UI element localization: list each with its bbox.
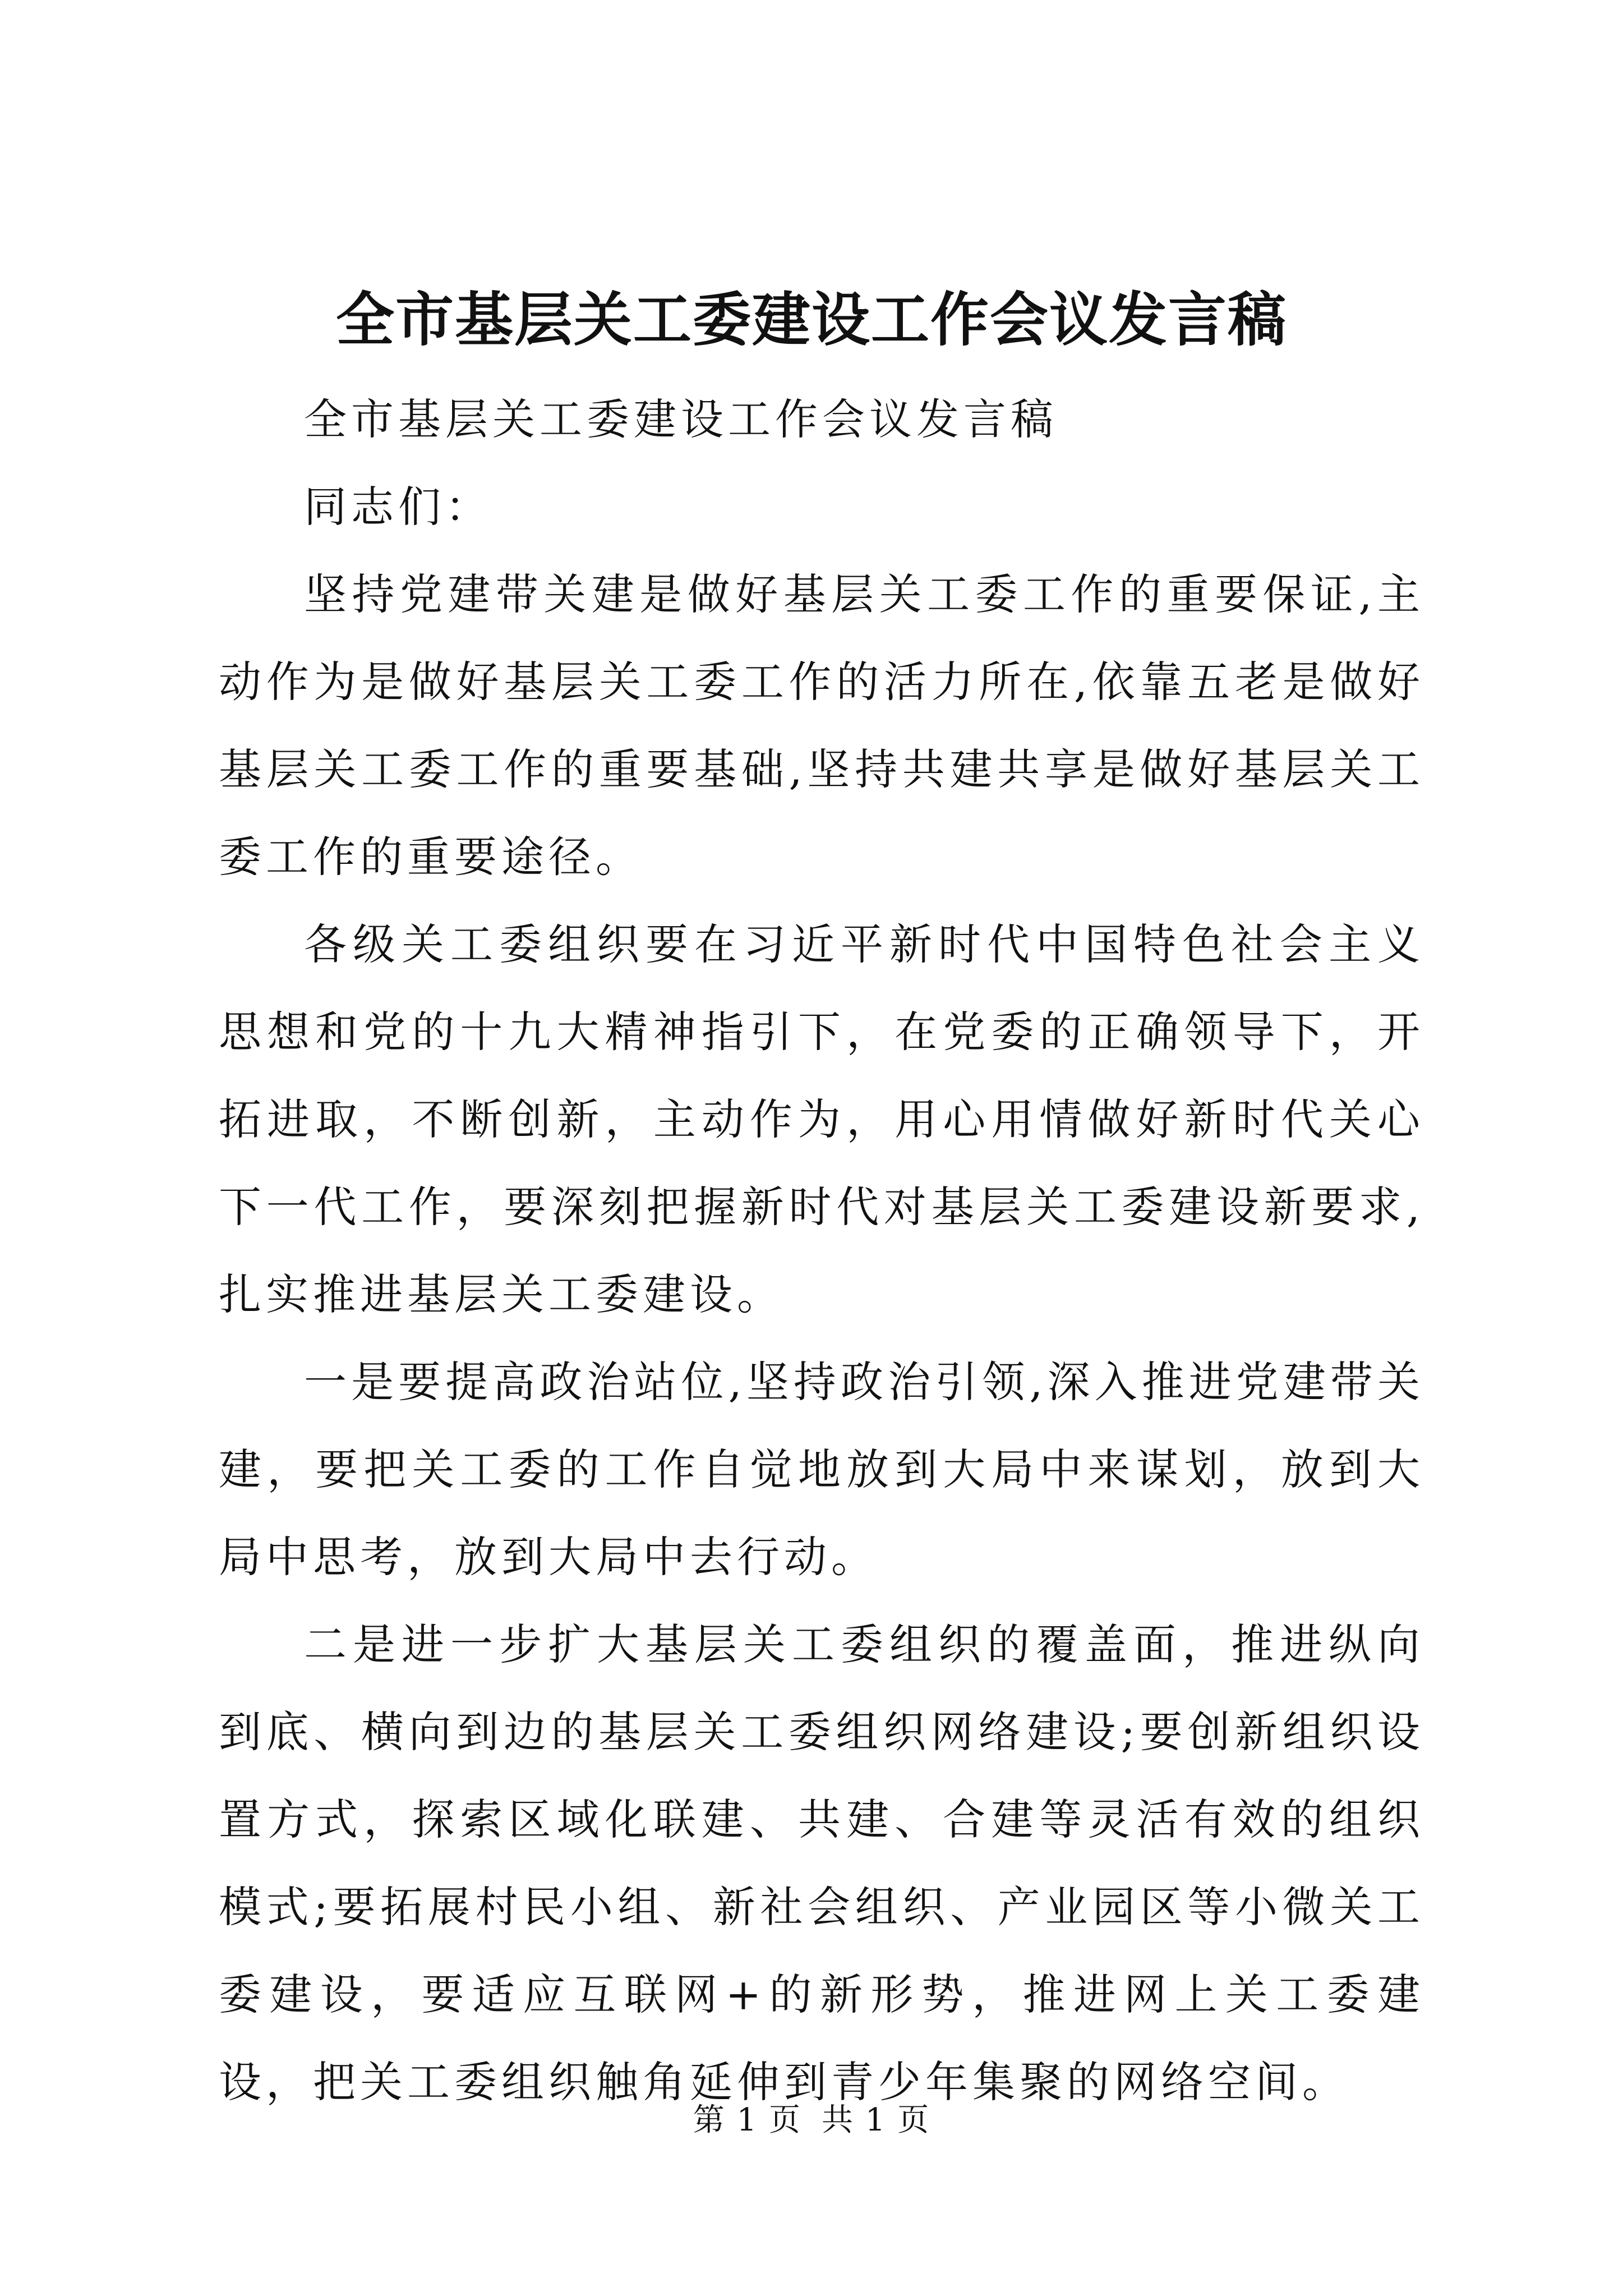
paragraph: 各级关工委组织要在习近平新时代中国特色社会主义思想和党的十九大精神指引下，在党委的正确领导下，开拓进取，不断创新，主动作为，用心用情做好新时代关心下一代工作，要深刻把握新时代对基层关工委建设新要求,扎实推进基层关工委建设。 — [219, 919, 1424, 1319]
document-title: 全市基层关工委建设工作会议发言稿 — [335, 285, 1287, 354]
page-footer — [0, 2098, 1623, 2143]
paragraph: 坚持党建带关建是做好基层关工委工作的重要保证,主动作为是做好基层关工委工作的活力所在,依靠五老是做好基层关工委工作的重要基础,坚持共建共享是做好基层关工委工作的重要途径。 — [219, 569, 1424, 882]
page-number-total: 共 1 页 — [822, 2102, 930, 2138]
paragraph-subtitle: 全市基层关工委建设工作会议发言稿 — [304, 394, 1058, 444]
page-number-current: 第 1 页 — [693, 2102, 801, 2138]
paragraph: 一是要提高政治站位,坚持政治引领,深入推进党建带关建，要把关工委的工作自觉地放到大局中来谋划，放到大局中思考，放到大局中去行动。 — [219, 1357, 1424, 1582]
paragraph: 二是进一步扩大基层关工委组织的覆盖面，推进纵向到底、横向到边的基层关工委组织网络建设;要创新组织设置方式，探索区域化联建、共建、合建等灵活有效的组织模式;要拓展村民小组、新社会组织、产业园区等小微关工委建设，要适应互联网+的新形势，推进网上关工委建设，把关工委组织触角延伸到青少年集聚的网络空间。 — [219, 1619, 1424, 2107]
document-body — [219, 376, 1424, 2126]
paragraph-salutation: 同志们： — [304, 482, 492, 532]
